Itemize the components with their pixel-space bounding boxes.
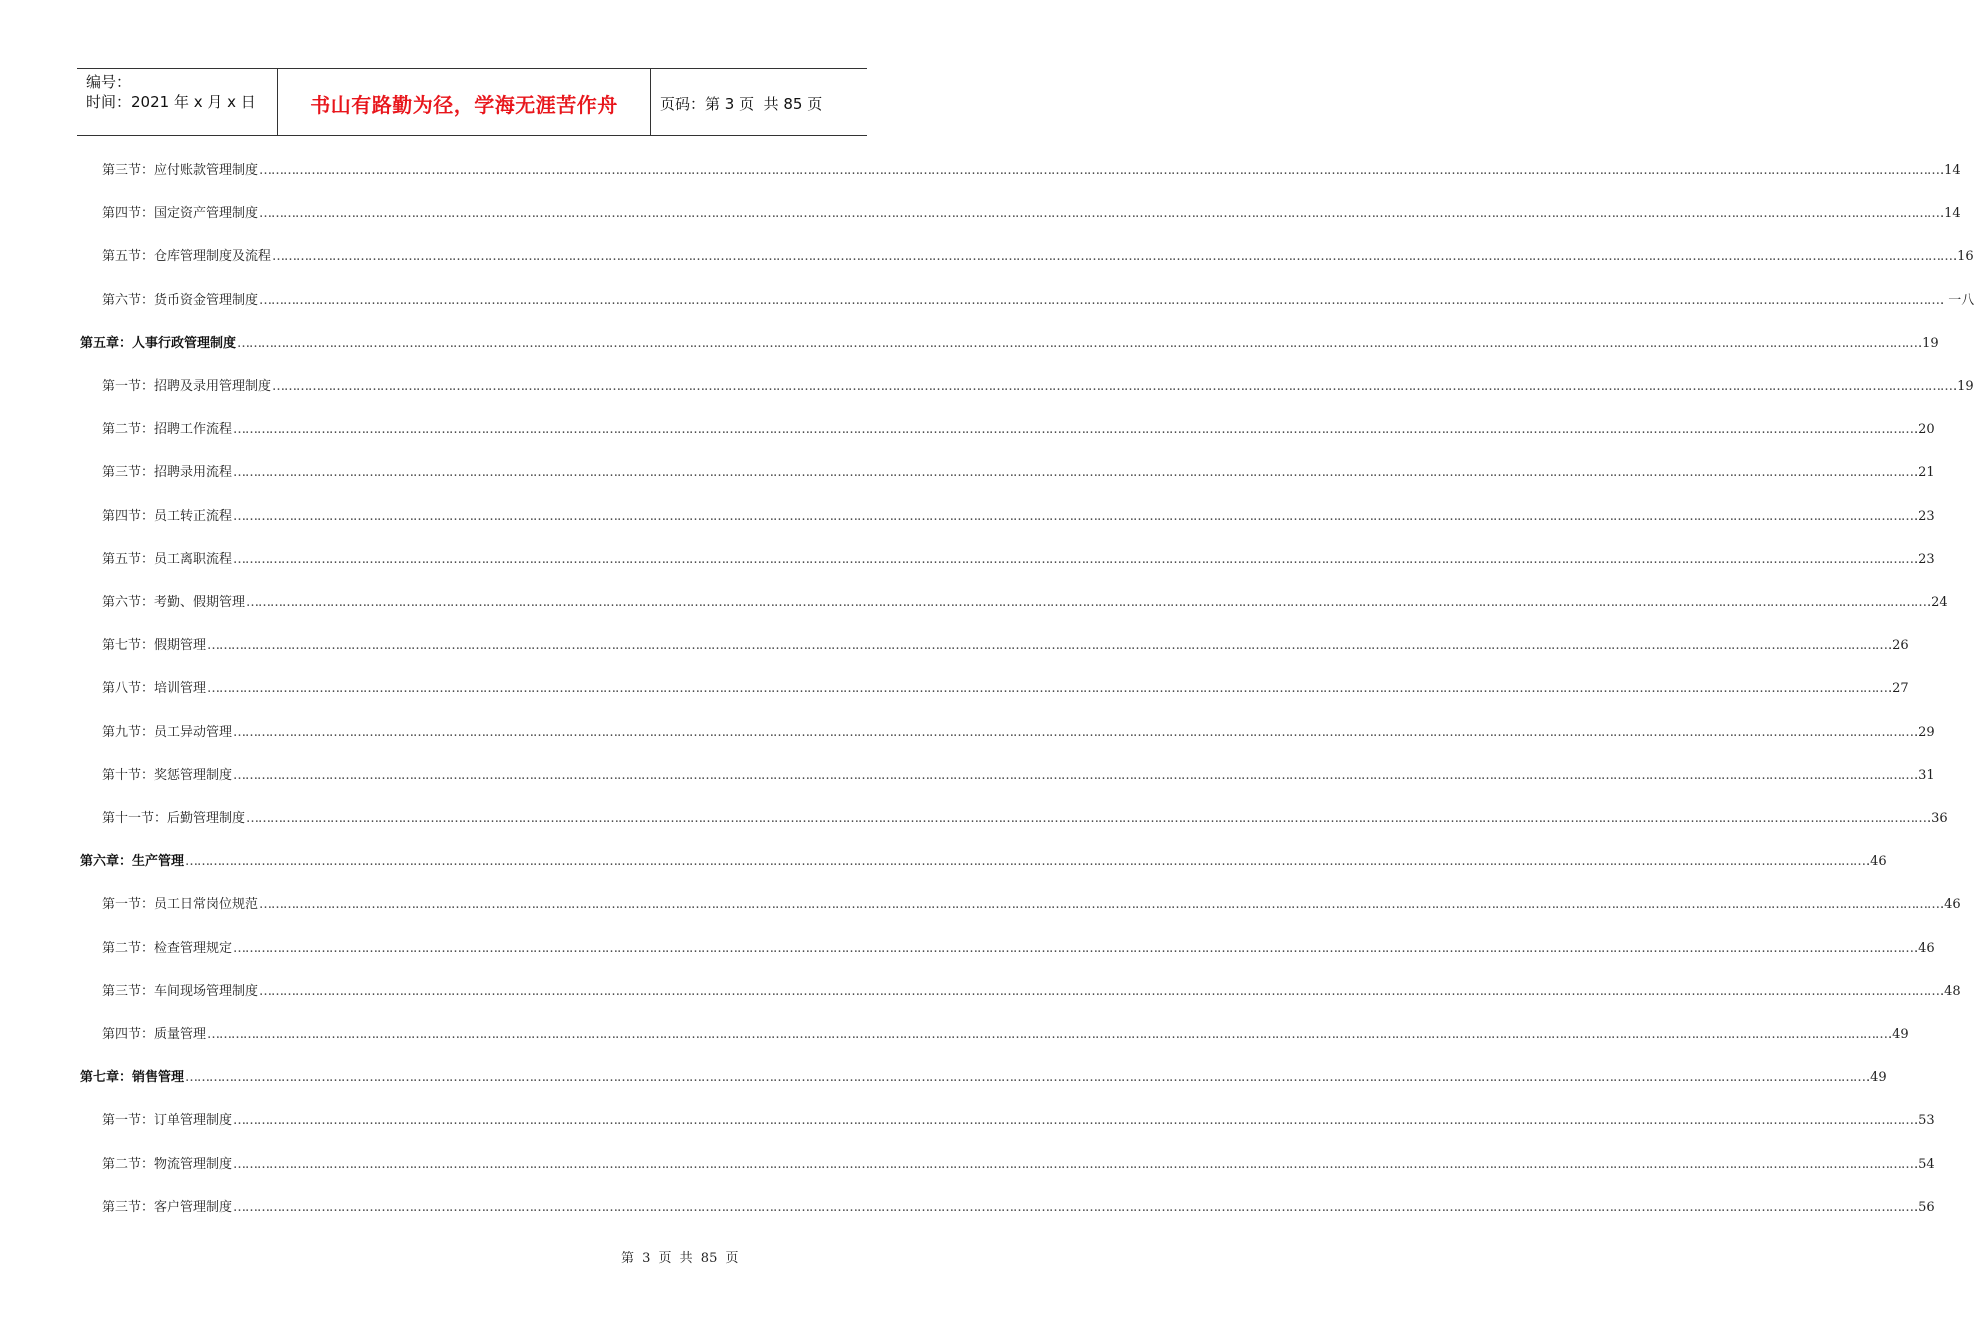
toc-section-entry[interactable] [102,551,1935,569]
toc-entry-title: 第三节：应付账款管理制度 [102,163,259,178]
toc-entry-page-number: .23 [1914,508,1935,524]
toc-entry-title: 第四节：国定资产管理制度 [102,206,259,222]
toc-entry-title: 第一节：订单管理制度 [102,1113,233,1129]
toc-entry-page-number: .19 [1918,335,1939,351]
toc-entry-title: 第二节：物流管理制度 [102,1156,233,1172]
toc-entry-title: 第六节：考勤、假期管理 [102,595,246,610]
toc-entry-page-number: .54 [1914,1156,1935,1172]
toc-entry-page-number: .16 [1953,249,1974,265]
toc-dot-leader: …………………………………………………………………………………………………………………………………………………………………………………………………………………………………………………………………………………………………………………………………………………………………………………… [185,1070,1866,1086]
toc-section-entry[interactable] [102,1199,1935,1217]
toc-entry-title: 第十节：奖惩管理制度 [102,767,233,783]
toc-entry-title: 第五节：员工离职流程 [102,551,233,567]
toc-entry-page-number: .46 [1914,940,1935,956]
toc-chapter-entry[interactable] [80,853,1887,871]
toc-dot-leader: …………………………………………………………………………………………………………………………………………………………………………………………………………………………………………………………………………………………………………………………………………………………………………………… [233,465,1914,481]
toc-section-entry[interactable] [102,1026,1909,1044]
toc-entry-page-number: .56 [1914,1199,1935,1215]
toc-dot-leader: …………………………………………………………………………………………………………………………………………………………………………………………………………………………………………………………………………………………………………………………………………………………………………………… [259,897,1940,913]
header-meta [77,69,278,135]
toc-section-entry[interactable] [102,594,1948,612]
toc-entry-page-number: .24 [1927,595,1948,610]
toc-entry-title: 第六节：货币资金管理制度 [102,292,259,308]
toc-entry-page-number: . 一八 [1940,292,1974,308]
toc-dot-leader: …………………………………………………………………………………………………………………………………………………………………………………………………………………………………………………………………………………………………………………………………………………………………………………… [259,983,1940,999]
toc-dot-leader: …………………………………………………………………………………………………………………………………………………………………………………………………………………………………………………………………………………………………………………………………………………………………………………… [207,1027,1888,1042]
toc-dot-leader: …………………………………………………………………………………………………………………………………………………………………………………………………………………………………………………………………………………………………………………………………………………………………………………… [259,163,1940,178]
toc-entry-title: 第八节：培训管理 [102,681,207,697]
toc-entry-page-number: .21 [1914,465,1935,481]
toc-entry-title: 第六章：生产管理 [80,854,185,870]
toc-chapter-entry[interactable] [80,335,1939,353]
toc-entry-title: 第七节：假期管理 [102,638,207,654]
toc-entry-title: 第五节：仓库管理制度及流程 [102,249,272,265]
toc-dot-leader: …………………………………………………………………………………………………………………………………………………………………………………………………………………………………………………………………………………………………………………………………………………………………………………… [233,724,1914,740]
toc-dot-leader: …………………………………………………………………………………………………………………………………………………………………………………………………………………………………………………………………………………………………………………………………………………………………………………… [233,551,1914,567]
toc-entry-title: 第四节：质量管理 [102,1027,207,1042]
toc-dot-leader: …………………………………………………………………………………………………………………………………………………………………………………………………………………………………………………………………………………………………………………………………………………………………………………… [233,1113,1914,1129]
toc-section-entry[interactable] [102,378,1974,396]
toc-section-entry[interactable] [102,464,1935,482]
toc-dot-leader: …………………………………………………………………………………………………………………………………………………………………………………………………………………………………………………………………………………………………………………………………………………………………………………… [233,1156,1914,1172]
toc-section-entry[interactable] [102,1112,1935,1130]
toc-entry-title: 第四节：员工转正流程 [102,508,233,524]
toc-section-entry[interactable] [102,205,1961,223]
header-motto: 书山有路勤为径，学海无涯苦作舟 [278,69,651,135]
toc-entry-title: 第三节：车间现场管理制度 [102,983,259,999]
toc-entry-page-number: .36 [1927,811,1948,826]
toc-dot-leader: …………………………………………………………………………………………………………………………………………………………………………………………………………………………………………………………………………………………………………………………………………………………………………………… [246,595,1927,610]
toc-section-entry[interactable] [102,767,1935,785]
toc-dot-leader: …………………………………………………………………………………………………………………………………………………………………………………………………………………………………………………………………………………………………………………………………………………………………………………… [207,638,1888,654]
toc-entry-title: 第一节：员工日常岗位规范 [102,897,259,913]
toc-entry-page-number: .48 [1940,983,1961,999]
toc-entry-title: 第九节：员工异动管理 [102,724,233,740]
toc-dot-leader: …………………………………………………………………………………………………………………………………………………………………………………………………………………………………………………………………………………………………………………………………………………………………………………… [233,1199,1914,1215]
document-number-label: 编号： [86,73,132,91]
toc-entry-page-number: .49 [1866,1070,1887,1086]
toc-entry-page-number: .49 [1888,1027,1909,1042]
header-page-info: 页码：第 3 页 共 85 页 [660,94,823,113]
toc-dot-leader: …………………………………………………………………………………………………………………………………………………………………………………………………………………………………………………………………………………………………………………………………………………………………………………… [259,206,1940,222]
toc-dot-leader: …………………………………………………………………………………………………………………………………………………………………………………………………………………………………………………………………………………………………………………………………………………………………………………… [259,292,1940,308]
toc-dot-leader: …………………………………………………………………………………………………………………………………………………………………………………………………………………………………………………………………………………………………………………………………………………………………………………… [233,940,1914,956]
toc-entry-title: 第七章：销售管理 [80,1070,185,1086]
toc-dot-leader: …………………………………………………………………………………………………………………………………………………………………………………………………………………………………………………………………………………………………………………………………………………………………………………… [272,249,1953,265]
toc-entry-page-number: .26 [1888,638,1909,654]
toc-entry-page-number: .27 [1888,681,1909,697]
toc-section-entry[interactable] [102,637,1909,655]
toc-dot-leader: …………………………………………………………………………………………………………………………………………………………………………………………………………………………………………………………………………………………………………………………………………………………………………………… [233,767,1914,783]
toc-entry-page-number: .46 [1940,897,1961,913]
page-footer: 第 3 页 共 85 页 [621,1251,739,1266]
toc-section-entry[interactable] [102,162,1961,180]
toc-entry-title: 第三节：客户管理制度 [102,1199,233,1215]
toc-entry-page-number: .29 [1914,724,1935,740]
toc-entry-page-number: .31 [1914,767,1935,783]
toc-section-entry[interactable] [102,508,1935,526]
toc-dot-leader: …………………………………………………………………………………………………………………………………………………………………………………………………………………………………………………………………………………………………………………………………………………………………………………… [233,508,1914,524]
toc-entry-page-number: .19 [1953,379,1974,394]
toc-section-entry[interactable] [102,940,1935,958]
toc-entry-page-number: .14 [1940,206,1961,222]
toc-section-entry[interactable] [102,896,1961,914]
toc-entry-title: 第一节：招聘及录用管理制度 [102,379,272,394]
toc-dot-leader: …………………………………………………………………………………………………………………………………………………………………………………………………………………………………………………………………………………………………………………………………………………………………………………… [185,854,1866,870]
toc-dot-leader: …………………………………………………………………………………………………………………………………………………………………………………………………………………………………………………………………………………………………………………………………………………………………………………… [246,811,1927,826]
toc-entry-title: 第五章：人事行政管理制度 [80,335,237,351]
toc-section-entry[interactable] [102,1156,1935,1174]
toc-entry-title: 第二节：检查管理规定 [102,940,233,956]
toc-section-entry[interactable] [102,983,1961,1001]
toc-dot-leader: …………………………………………………………………………………………………………………………………………………………………………………………………………………………………………………………………………………………………………………………………………………………………………………… [237,335,1918,351]
toc-chapter-entry[interactable] [80,1069,1887,1087]
toc-entry-title: 第十一节：后勤管理制度 [102,811,246,826]
toc-section-entry[interactable] [102,248,1974,266]
toc-section-entry[interactable] [102,810,1948,828]
toc-section-entry[interactable] [102,292,1974,310]
toc-dot-leader: …………………………………………………………………………………………………………………………………………………………………………………………………………………………………………………………………………………………………………………………………………………………………………………… [233,422,1914,438]
toc-entry-title: 第二节：招聘工作流程 [102,422,233,438]
toc-entry-page-number: .46 [1866,854,1887,870]
toc-entry-page-number: .53 [1914,1113,1935,1129]
toc-dot-leader: …………………………………………………………………………………………………………………………………………………………………………………………………………………………………………………………………………………………………………………………………………………………………………………… [272,379,1953,394]
toc-section-entry[interactable] [102,680,1909,698]
toc-entry-page-number: .14 [1940,163,1961,178]
toc-entry-page-number: .20 [1914,422,1935,438]
toc-entry-title: 第三节：招聘录用流程 [102,465,233,481]
page-header [77,68,867,136]
toc-dot-leader: …………………………………………………………………………………………………………………………………………………………………………………………………………………………………………………………………………………………………………………………………………………………………………………… [207,681,1888,697]
toc-section-entry[interactable] [102,724,1935,742]
toc-section-entry[interactable] [102,421,1935,439]
document-date: 时间：2021 年 x 月 x 日 [86,93,256,111]
toc-entry-page-number: .23 [1914,551,1935,567]
